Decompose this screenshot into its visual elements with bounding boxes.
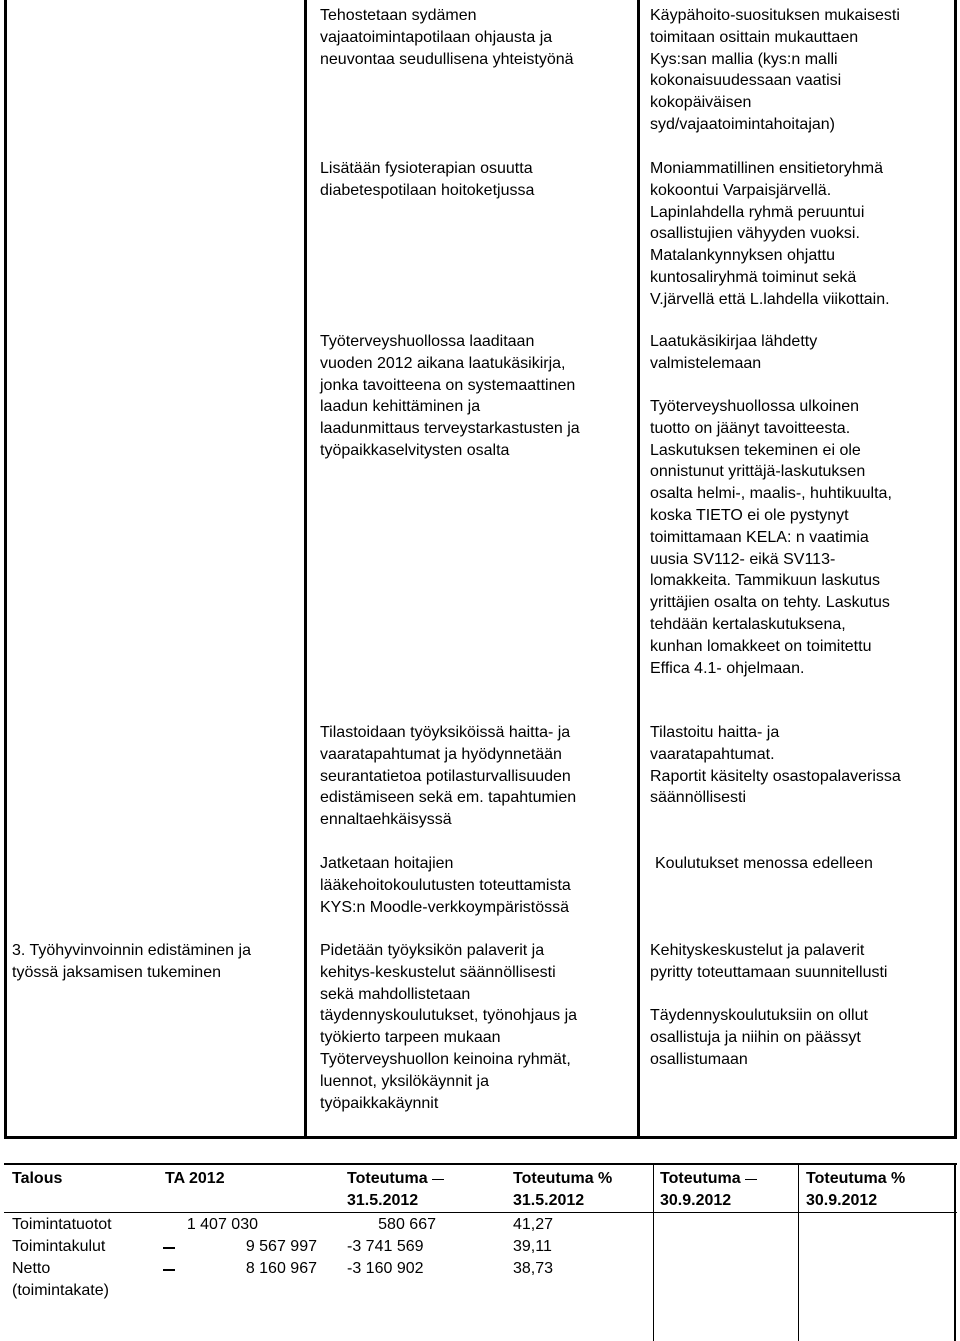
finance-table-top-border <box>4 1163 957 1165</box>
text-line: lääkehoitokoulutusten toteuttamista <box>320 876 571 894</box>
row-2-goal <box>320 158 534 202</box>
text-line: Työterveyshuollossa ulkoinen <box>650 398 860 415</box>
finance-header-pct-sep-date: 30.9.2012 <box>806 1192 878 1209</box>
text-line: Laatukäsikirjaa lähdetty <box>650 333 818 350</box>
text-line: Työterveyshuollon keinoina ryhmät, <box>320 1050 571 1068</box>
finance-header-pct-may: Toteutuma % <box>513 1170 613 1187</box>
finance-ta-tuotot: 1 407 030 <box>186 1216 258 1233</box>
text-line: Kehityskeskustelut ja palaverit <box>650 942 865 959</box>
text-line: kuntosaliryhmä toiminut sekä <box>650 268 857 286</box>
text-line: uusia SV112- eikä SV113- <box>650 550 836 568</box>
finance-header-toteutuma-may-date: 31.5.2012 <box>347 1192 419 1209</box>
finance-header-toteutuma-may-label: Toteutuma <box>347 1170 428 1187</box>
text-line: KYS:n Moodle-verkkoympäristössä <box>320 898 569 916</box>
finance-header-toteutuma-sep-date: 30.9.2012 <box>660 1192 732 1209</box>
text-line: osallistumaan <box>650 1050 748 1068</box>
text-line: valmistelemaan <box>650 354 762 372</box>
underscore-glyph <box>432 1179 444 1180</box>
text-line: vajaatoimintapotilaan ohjausta ja <box>320 28 553 46</box>
finance-right-border <box>954 1163 956 1341</box>
finance-label-toimintakate: (toimintakate) <box>12 1282 109 1299</box>
text-line: toimitaan osittain mukauttaen <box>650 28 859 46</box>
text-line: vaaratapahtumat. <box>650 745 775 763</box>
text-line: Lapinlahdella ryhmä peruuntui <box>650 203 865 221</box>
minus-sign-icon <box>163 1247 175 1249</box>
text-line: toimittamaan KELA: n vaatimia <box>650 528 869 546</box>
underscore-glyph <box>745 1179 757 1180</box>
text-line: luennot, yksilökäynnit ja <box>320 1072 489 1090</box>
text-line: laadun kehittäminen ja <box>320 398 481 416</box>
text-line: osallistujien vähyyden vuoksi. <box>650 225 860 243</box>
finance-header-talous: Talous <box>12 1170 63 1187</box>
text-line: jonka tavoitteena on systemaattinen <box>320 376 576 394</box>
text-line: työpaikkaselvitysten osalta <box>320 441 510 459</box>
row-1-status <box>650 5 900 136</box>
finance-col-divider-1 <box>653 1163 654 1341</box>
row-6-status-training <box>650 1005 868 1070</box>
row-5-goal <box>320 853 571 918</box>
finance-header-ta: TA 2012 <box>165 1170 225 1187</box>
finance-toteutuma-tuotot: 580 667 <box>378 1216 436 1233</box>
upper-table-col-divider-1 <box>304 0 307 1139</box>
row-3-status-billing <box>650 396 892 679</box>
text-line: kunhan lomakkeet on toimitettu <box>650 637 872 655</box>
finance-col-divider-2 <box>798 1163 799 1341</box>
row-1-goal <box>320 5 574 70</box>
text-line: työkierto tarpeen mukaan <box>320 1029 501 1047</box>
finance-label-toimintatuotot: Toimintatuotot <box>12 1216 112 1233</box>
text-line: diabetespotilaan hoitoketjussa <box>320 181 535 199</box>
text-line: osallistuja ja niihin on päässyt <box>650 1028 861 1046</box>
text-line: Tehostetaan sydämen <box>320 7 477 24</box>
text-line: syd/vajaatoimintahoitajan) <box>650 115 835 133</box>
row-3-status-quality <box>650 331 817 375</box>
text-line: V.järvellä että L.lahdella viikottain. <box>650 290 890 308</box>
finance-label-toimintakulut: Toimintakulut <box>12 1238 106 1255</box>
text-line: ennaltaehkäisyssä <box>320 811 452 829</box>
row-6-goal <box>320 940 577 1114</box>
text-line: osalta helmi-, maalis-, huhtikuulta, <box>650 485 892 503</box>
text-line: seurantatietoa potilasturvallisuuden <box>320 767 571 785</box>
text-line: Effica 4.1- ohjelmaan. <box>650 659 805 677</box>
text-line: edistämiseen sekä em. tapahtumien <box>320 789 577 807</box>
text-line: lomakkeita. Tammikuun laskutus <box>650 572 881 590</box>
minus-sign-icon <box>163 1269 175 1271</box>
text-line: Jatketaan hoitajien <box>320 855 454 872</box>
text-line: vaaratapahtumat ja hyödynnetään <box>320 745 562 763</box>
finance-header-toteutuma-sep <box>660 1168 757 1190</box>
text-line: yrittäjien osalta on tehty. Laskutus <box>650 594 890 612</box>
row-3-goal <box>320 331 580 462</box>
text-line: laadunmittaus terveystarkastusten ja <box>320 420 580 438</box>
text-line: kokonaisuudessaan vaatisi <box>650 72 842 90</box>
text-line: Pidetään työyksikön palaverit ja <box>320 942 545 959</box>
text-line: Matalankynnyksen ohjattu <box>650 247 835 265</box>
text-line: työpaikkakäynnit <box>320 1094 439 1112</box>
finance-ta-netto: 8 160 967 <box>245 1260 317 1277</box>
upper-table-col-divider-2 <box>637 0 640 1139</box>
row-6-status-reviews <box>650 940 887 984</box>
text-line: Käypähoito-suosituksen mukaisesti <box>650 7 900 24</box>
text-line: Lisätään fysioterapian osuutta <box>320 160 533 177</box>
text-line: säännöllisesti <box>650 789 747 807</box>
text-line: tuotto on jäänyt tavoitteesta. <box>650 419 851 437</box>
text-line: neuvontaa seudullisena yhteistyönä <box>320 50 574 68</box>
finance-header-toteutuma-sep-label: Toteutuma <box>660 1170 741 1187</box>
finance-header-toteutuma-may <box>347 1168 444 1190</box>
text-line: koska TIETO ei ole pystynyt <box>650 506 849 524</box>
text-line: Tilastoitu haitta- ja <box>650 724 780 741</box>
upper-table-bottom-border <box>4 1136 957 1139</box>
row-4-goal <box>320 722 576 831</box>
row-5-status <box>655 853 873 875</box>
finance-header-separator <box>4 1212 957 1213</box>
text-line: Kys:san mallia (kys:n malli <box>650 50 838 68</box>
text-line: Täydennyskoulutuksiin on ollut <box>650 1007 868 1024</box>
finance-header-pct-may-date: 31.5.2012 <box>513 1192 585 1209</box>
finance-pct-kulut: 39,11 <box>513 1238 552 1255</box>
text-line: Laskutuksen tekeminen ei ole <box>650 441 861 459</box>
upper-table-right-border <box>954 0 957 1139</box>
row-4-status <box>650 722 901 809</box>
text-line: kokoontui Varpaisjärvellä. <box>650 181 832 199</box>
text-line: Raportit käsitelty osastopalaverissa <box>650 767 901 785</box>
text-line: kokopäiväisen <box>650 94 752 112</box>
text-line: Moniammatillinen ensitietoryhmä <box>650 160 883 177</box>
finance-label-netto: Netto <box>12 1260 51 1277</box>
text-line: Tilastoidaan työyksiköissä haitta- ja <box>320 724 571 741</box>
finance-pct-tuotot: 41,27 <box>513 1216 554 1233</box>
text-line: 3. Työhyvinvoinnin edistäminen ja <box>12 942 251 959</box>
text-line: vuoden 2012 aikana laatukäsikirja, <box>320 354 566 372</box>
row-6-category <box>12 940 251 984</box>
text-line: sekä mahdollistetaan <box>320 985 471 1003</box>
text-line: Koulutukset menossa edelleen <box>655 855 873 872</box>
text-line: täydennyskoulutukset, työnohjaus ja <box>320 1007 578 1025</box>
text-line: kehitys-keskustelut säännöllisesti <box>320 963 556 981</box>
finance-toteutuma-netto: -3 160 902 <box>347 1260 424 1277</box>
finance-pct-netto: 38,73 <box>513 1260 554 1277</box>
text-line: työssä jaksamisen tukeminen <box>12 963 221 981</box>
finance-ta-kulut: 9 567 997 <box>245 1238 317 1255</box>
upper-table-left-border <box>4 0 7 1139</box>
row-2-status <box>650 158 890 311</box>
finance-toteutuma-kulut: -3 741 569 <box>347 1238 424 1255</box>
text-line: tehdään kertalaskutuksena, <box>650 615 846 633</box>
text-line: pyritty toteuttamaan suunnitellusti <box>650 963 888 981</box>
text-line: Työterveyshuollossa laaditaan <box>320 333 535 350</box>
text-line: onnistunut yrittäjä-laskutuksen <box>650 463 866 481</box>
finance-header-pct-sep: Toteutuma % <box>806 1170 906 1187</box>
